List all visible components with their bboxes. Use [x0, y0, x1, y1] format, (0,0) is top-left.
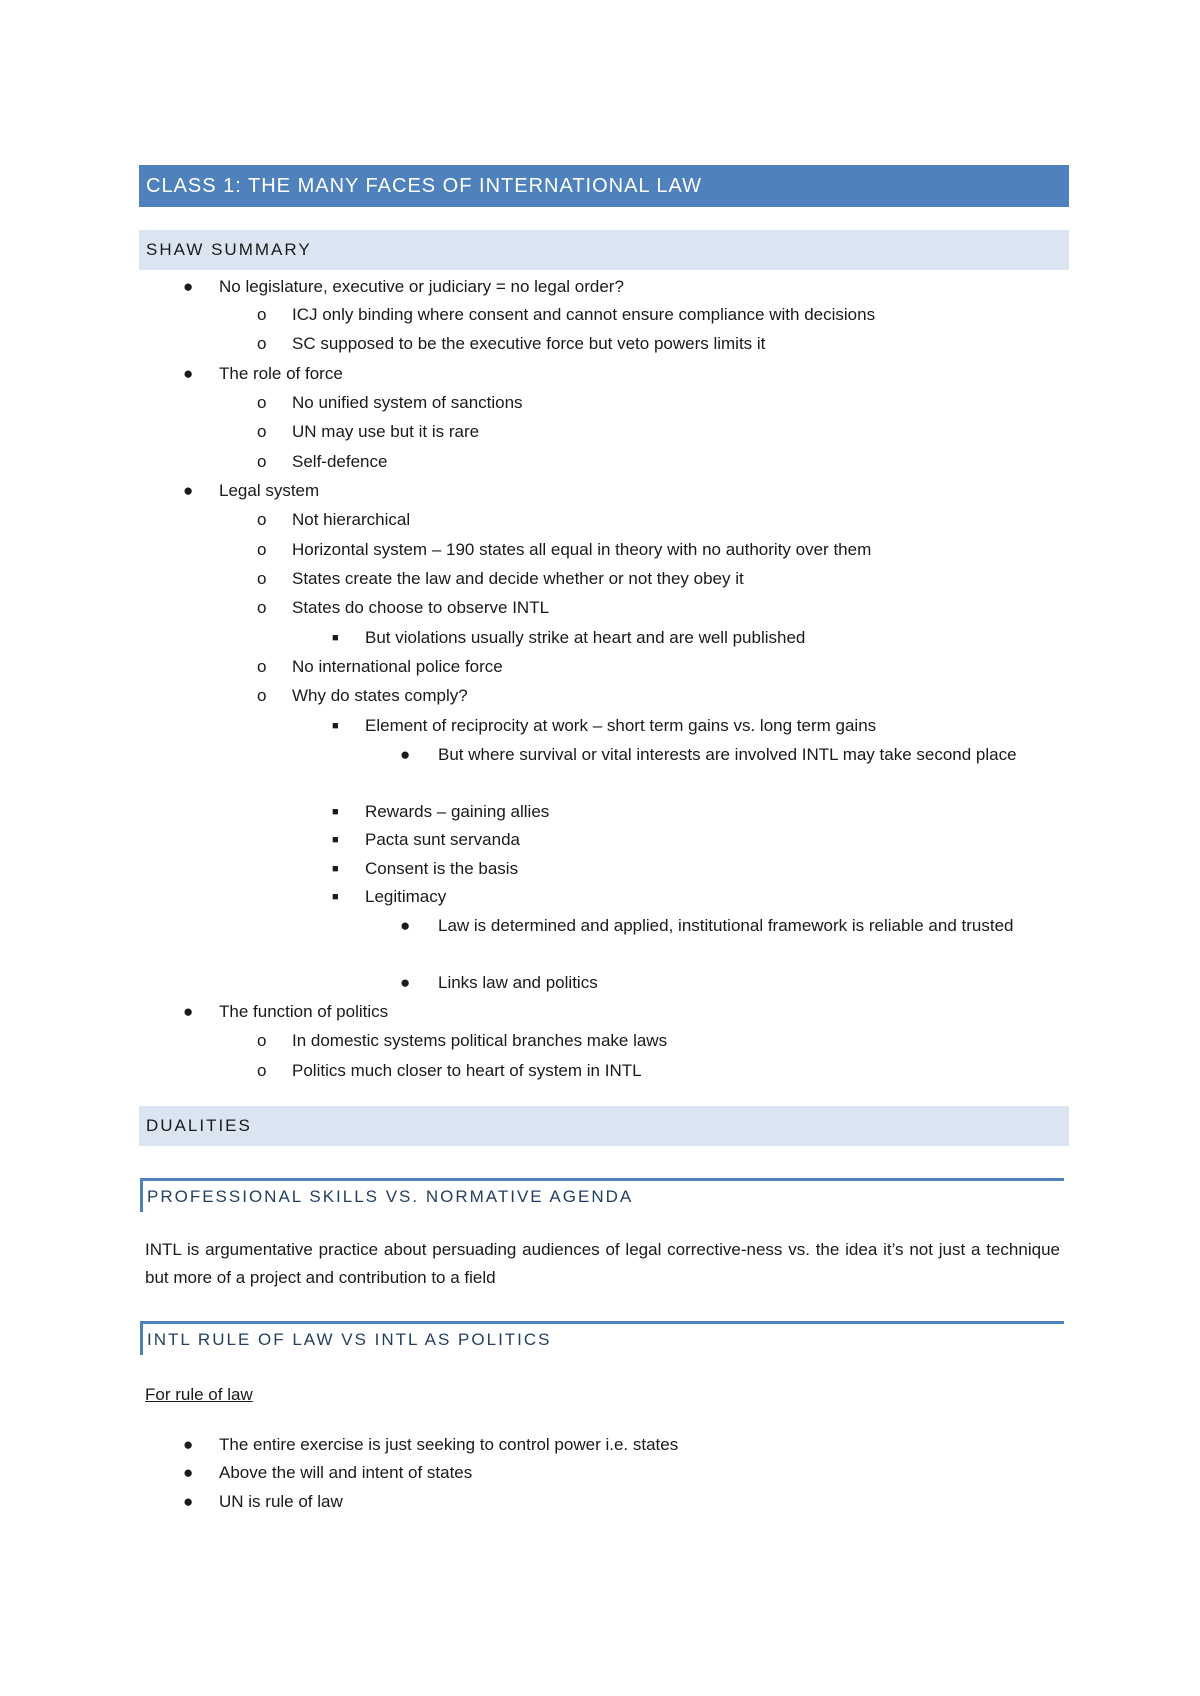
list-item: UN is rule of law: [219, 1492, 343, 1511]
list-item: The function of politics: [219, 1002, 389, 1021]
bullet-square: ■: [332, 632, 339, 644]
list-item: Horizontal system – 190 states all equal in theory with no authority over them: [292, 540, 872, 559]
bullet-circle: o: [257, 393, 267, 412]
bullet-disc: ●: [183, 1002, 194, 1021]
bullet-circle: o: [257, 510, 267, 529]
bullet-circle: o: [257, 540, 267, 559]
bullet-square: ■: [332, 863, 339, 875]
bullet-circle: o: [257, 305, 267, 324]
list-item: No legislature, executive or judiciary = no legal order?: [219, 277, 624, 296]
section-heading-dualities: DUALITIES: [139, 1106, 1069, 1146]
bullet-square: ■: [332, 891, 339, 903]
list-item: Element of reciprocity at work – short term gains vs. long term gains: [365, 716, 877, 735]
list-item: UN may use but it is rare: [292, 422, 480, 441]
subheading-professional-skills: PROFESSIONAL SKILLS VS. NORMATIVE AGENDA: [140, 1178, 1064, 1212]
list-item: Above the will and intent of states: [219, 1463, 473, 1482]
list-item: But where survival or vital interests are involved INTL may take second place: [438, 745, 1017, 764]
bullet-circle: o: [257, 1061, 267, 1080]
bullet-square: ■: [332, 834, 339, 846]
bullet-disc: ●: [183, 1435, 194, 1454]
list-item: The entire exercise is just seeking to control power i.e. states: [219, 1435, 679, 1454]
list-item: Links law and politics: [438, 973, 598, 992]
list-item: SC supposed to be the executive force but veto powers limits it: [292, 334, 766, 353]
list-item: Legitimacy: [365, 887, 447, 906]
list-item: But violations usually strike at heart and are well published: [365, 628, 806, 647]
list-item: Rewards – gaining allies: [365, 802, 550, 821]
list-item: No unified system of sanctions: [292, 393, 523, 412]
bullet-square: ■: [332, 806, 339, 818]
list-item: No international police force: [292, 657, 503, 676]
bullet-circle: o: [257, 334, 267, 353]
list-item: States do choose to observe INTL: [292, 598, 550, 617]
list-item: Why do states comply?: [292, 686, 468, 705]
list-item: Legal system: [219, 481, 320, 500]
bullet-circle: o: [257, 686, 267, 705]
list-item: The role of force: [219, 364, 343, 383]
list-item: Consent is the basis: [365, 859, 519, 878]
bullet-disc: ●: [400, 745, 411, 764]
bullet-circle: o: [257, 1031, 267, 1050]
list-item: Politics much closer to heart of system in INTL: [292, 1061, 642, 1080]
bullet-circle: o: [257, 422, 267, 441]
section-heading-shaw-summary: SHAW SUMMARY: [139, 230, 1069, 270]
bullet-circle: o: [257, 452, 267, 471]
list-item: States create the law and decide whether or not they obey it: [292, 569, 744, 588]
bullet-disc: ●: [183, 1463, 194, 1482]
list-item: Law is determined and applied, institutional framework is reliable and trusted: [438, 916, 1014, 935]
bullet-disc: ●: [400, 916, 411, 935]
rule-of-law-label: For rule of law: [145, 1385, 253, 1404]
bullet-circle: o: [257, 657, 267, 676]
bullet-square: ■: [332, 720, 339, 732]
list-item: In domestic systems political branches make laws: [292, 1031, 668, 1050]
list-item: Pacta sunt servanda: [365, 830, 520, 849]
list-item: ICJ only binding where consent and cannot ensure compliance with decisions: [292, 305, 876, 324]
subheading-rule-of-law: INTL RULE OF LAW VS INTL AS POLITICS: [140, 1321, 1064, 1355]
bullet-circle: o: [257, 569, 267, 588]
bullet-disc: ●: [183, 481, 194, 500]
bullet-disc: ●: [183, 1492, 194, 1511]
bullet-disc: ●: [183, 277, 194, 296]
list-item: Not hierarchical: [292, 510, 411, 529]
bullet-circle: o: [257, 598, 267, 617]
page-title: CLASS 1: THE MANY FACES OF INTERNATIONAL LAW: [139, 165, 1069, 207]
bullet-disc: ●: [183, 364, 194, 383]
bullet-disc: ●: [400, 973, 411, 992]
list-item: Self-defence: [292, 452, 388, 471]
paragraph-professional-skills: INTL is argumentative practice about persuading audiences of legal corrective-ness vs. the idea it’s not just a technique but more of a project and contribution to a field: [145, 1240, 1060, 1287]
